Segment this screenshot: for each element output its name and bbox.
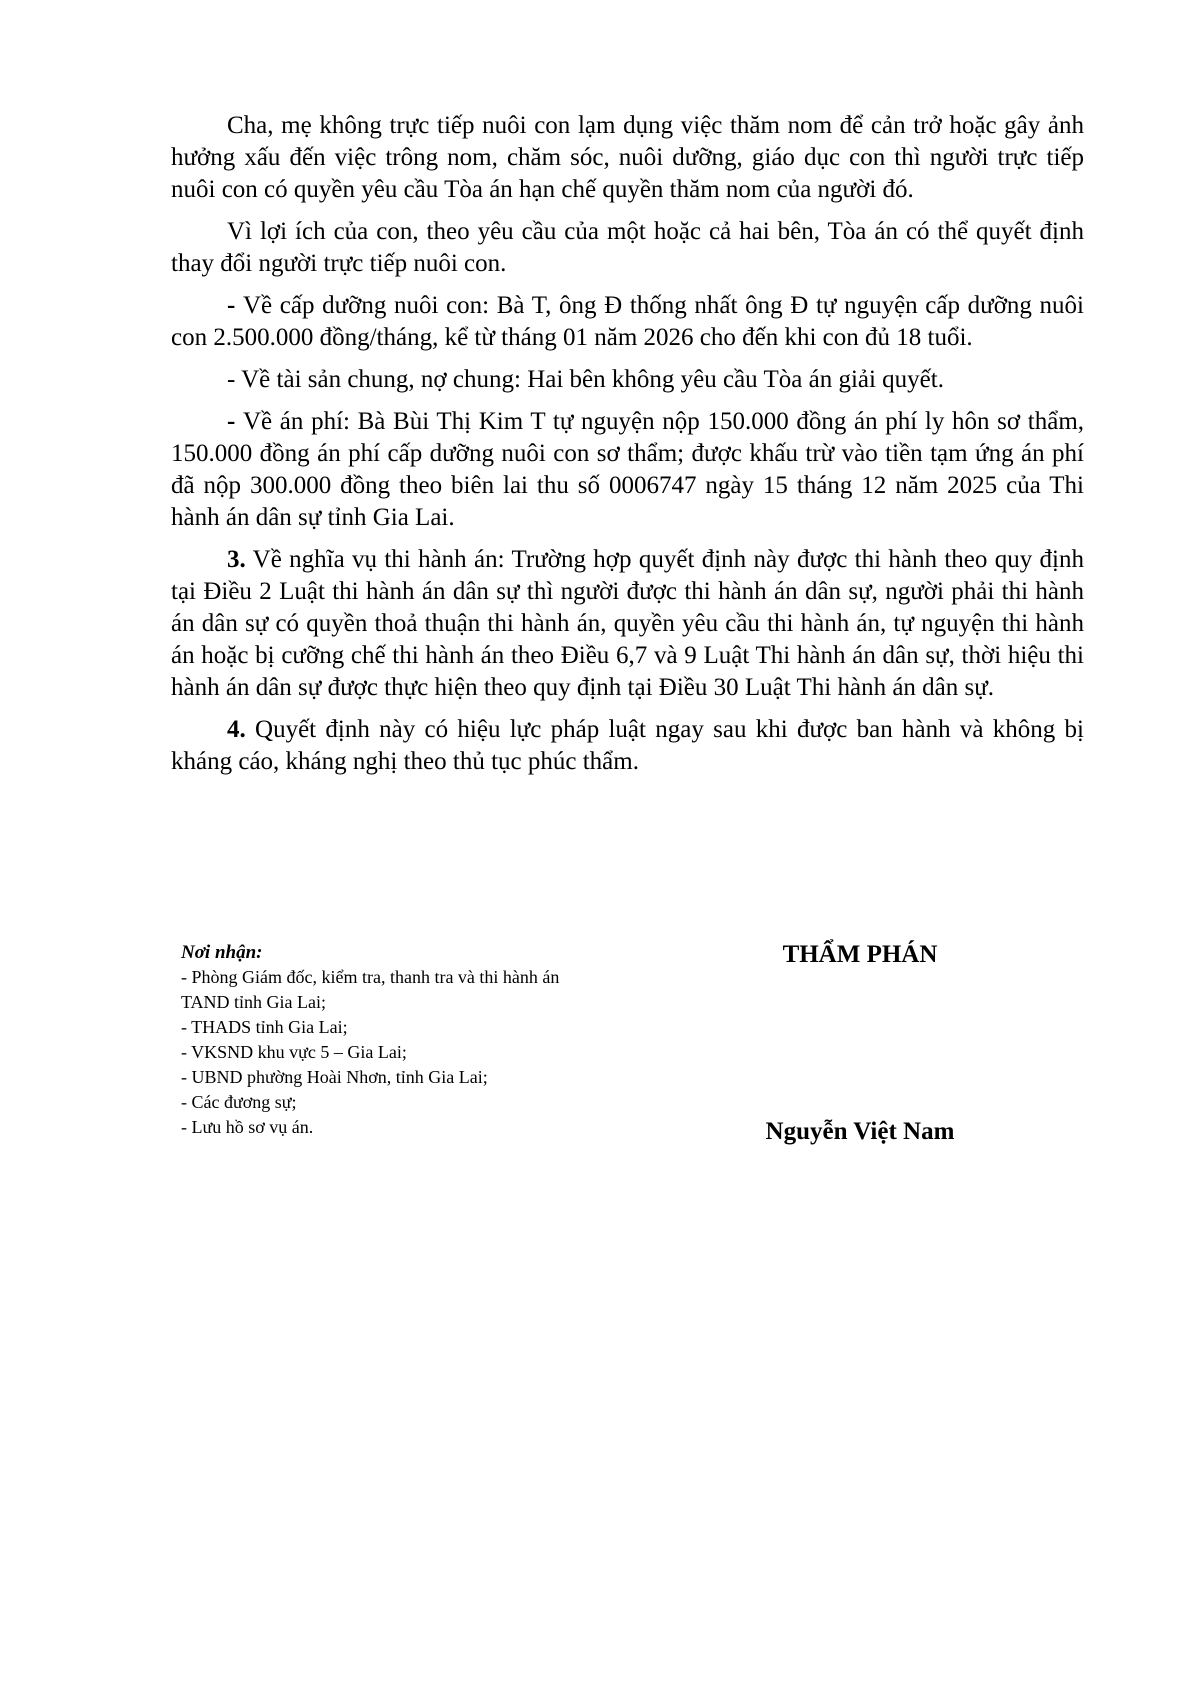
paragraph-text: Về cấp dưỡng nuôi con: Bà T, ông Đ thống nhất ông Đ tự nguyện cấp dưỡng nuôi con 2.500.000 đồng/tháng, kể từ tháng 01 năm 2026 cho đến khi con đủ 18 tuổi. — [171, 292, 1084, 351]
recipient-item: - Các đương sự; — [181, 1092, 297, 1112]
recipient-item: - Lưu hồ sơ vụ án. — [181, 1117, 314, 1137]
paragraph-lead: 3. — [227, 546, 246, 573]
recipients-block — [181, 940, 601, 1140]
recipient-item: - Phòng Giám đốc, kiểm tra, thanh tra và thi hành án TAND tỉnh Gia Lai; — [181, 967, 560, 1012]
recipient-item: - THADS tỉnh Gia Lai; — [181, 1017, 348, 1037]
paragraph-text: Về nghĩa vụ thi hành án: Trường hợp quyết định này được thi hành theo quy định tại Điều 2 Luật thi hành án dân sự thì người được thi hành án dân sự, người phải thi hành án dân sự có quyền thoả thuận thi hành án, quyền yêu cầu thi hành án, tự nguyện thi hành án hoặc bị cưỡng chế thi hành án theo Điều 6,7 và 9 Luật Thi hành án dân sự, thời hiệu thi hành án dân sự được thực hiện theo quy định tại Điều 30 Luật Thi hành án dân sự. — [171, 546, 1084, 701]
paragraph-text: - Về tài sản chung, nợ chung: Hai bên không yêu cầu Tòa án giải quyết. — [227, 366, 944, 393]
paragraph-text: Cha, mẹ không trực tiếp nuôi con lạm dụng việc thăm nom để cản trở hoặc gây ảnh hưởng xấu đến việc trông nom, chăm sóc, nuôi dưỡng, giáo dục con thì người trực tiếp nuôi con có quyền yêu cầu Tòa án hạn chế quyền thăm nom của người đó. — [171, 112, 1084, 203]
paragraph-enforcement-obligation — [171, 544, 1084, 704]
paragraph-visitation-limits — [171, 110, 1084, 206]
paragraph-text: Về án phí: Bà Bùi Thị Kim T tự nguyện nộp 150.000 đồng án phí ly hôn sơ thẩm, 150.000 đồng án phí cấp dưỡng nuôi con sơ thẩm; được khấu trừ vào tiền tạm ứng án phí đã nộp 300.000 đồng theo biên lai thu số 0006747 ngày 15 tháng 12 năm 2025 của Thi hành án dân sự tỉnh Gia Lai. — [171, 408, 1085, 531]
paragraph-text: Vì lợi ích của con, theo yêu cầu của một hoặc cả hai bên, Tòa án có thể quyết định thay đổi người trực tiếp nuôi con. — [171, 218, 1084, 277]
decision-body — [171, 110, 1084, 788]
signature-block — [700, 938, 1020, 1149]
recipient-item: - VKSND khu vực 5 – Gia Lai; — [181, 1042, 407, 1062]
paragraph-court-fees — [171, 406, 1084, 534]
paragraph-lead: 4. — [227, 716, 246, 743]
recipients-heading: Nơi nhận: — [181, 942, 263, 963]
paragraph-lead: - — [227, 292, 243, 319]
paragraph-text: Quyết định này có hiệu lực pháp luật ngay sau khi được ban hành và không bị kháng cáo, kháng nghị theo thủ tục phúc thẩm. — [171, 716, 1084, 775]
paragraph-lead: - — [227, 408, 243, 435]
paragraph-custody-change — [171, 216, 1084, 280]
paragraph-common-property — [171, 364, 1084, 396]
paragraph-child-support — [171, 290, 1084, 354]
recipient-item: - UBND phường Hoài Nhơn, tỉnh Gia Lai; — [181, 1067, 488, 1087]
signer-name: Nguyễn Việt Nam — [765, 1118, 955, 1145]
signer-title: THẨM PHÁN — [782, 941, 938, 968]
paragraph-legal-effect — [171, 714, 1084, 778]
